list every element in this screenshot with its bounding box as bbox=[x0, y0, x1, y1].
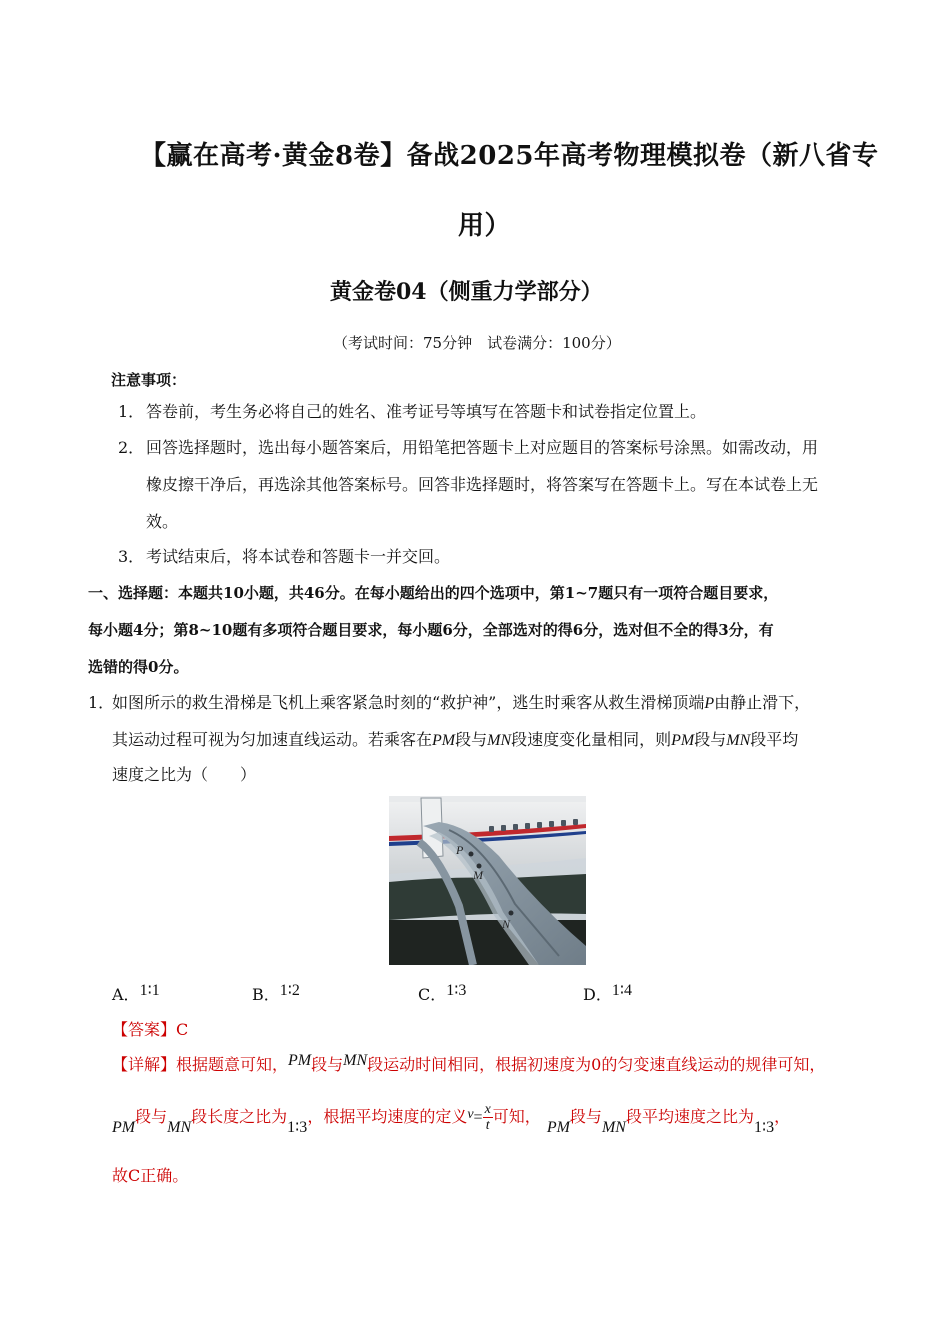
page-title-line2: 用） bbox=[458, 211, 512, 241]
notice-item-2-line1: 回答选择题时，选出每小题答案后，用铅笔把答题卡上对应题目的答案标号涂黑。如需改动，用 bbox=[146, 438, 819, 457]
notice-item-2-line3: 效。 bbox=[146, 512, 179, 531]
option-d[interactable]: D．1∶4 bbox=[583, 982, 633, 1004]
question-1-line3: 速度之比为（ ） bbox=[112, 765, 257, 784]
option-a[interactable]: A．1∶1 bbox=[112, 982, 160, 1004]
exam-info: （考试时间：75分钟 试卷满分：100分） bbox=[333, 334, 621, 352]
detail-line3: 故C正确。 bbox=[112, 1166, 189, 1185]
answer-line: 【答案】C bbox=[112, 1020, 189, 1039]
point-m-label: M bbox=[473, 868, 483, 882]
notice-item-3: 考试结束后，将本试卷和答题卡一并交回。 bbox=[146, 547, 451, 566]
section-heading-line3: 选错的得0分。 bbox=[88, 658, 189, 676]
notice-item-1: 答卷前，考生务必将自己的姓名、准考证号等填写在答题卡和试卷指定位置上。 bbox=[146, 402, 707, 421]
option-c[interactable]: C．1∶3 bbox=[418, 982, 467, 1004]
point-p-label: P bbox=[456, 843, 464, 857]
page-subtitle: 黄金卷04（侧重力学部分） bbox=[330, 279, 603, 305]
notice-item-2-num: 2． bbox=[118, 438, 145, 457]
section-heading-line2: 每小题4分；第8~10题有多项符合题目要求，每小题6分，全部选对的得6分，选对但不全的得3分，有 bbox=[88, 621, 774, 639]
evacuation-slide-photo bbox=[389, 796, 586, 965]
notice-item-3-num: 3． bbox=[118, 547, 145, 566]
section-heading-line1: 一、选择题：本题共10小题，共46分。在每小题给出的四个选项中，第1~7题只有一项符合题目要求， bbox=[88, 584, 779, 602]
detail-line2: PM段与MN段长度之比为1∶3，根据平均速度的定义v= $\frac{x}{t}$ 可知，PM段与MN段平均速度之比为1∶3， bbox=[112, 1102, 791, 1136]
point-n-label: N bbox=[502, 917, 511, 931]
question-1-line2: 其运动过程可视为匀加速直线运动。若乘客在PM段与MN段速度变化量相同，则PM段与MN段平均 bbox=[112, 730, 799, 749]
detail-line1: 【详解】根据题意可知，PM段与MN段运动时间相同，根据初速度为0的匀变速直线运动的规律可知， bbox=[112, 1052, 826, 1074]
page-title-line1: 【赢在高考·黄金8卷】备战2025年高考物理模拟卷（新八省专 bbox=[140, 141, 879, 171]
notice-heading: 注意事项： bbox=[111, 371, 187, 389]
notice-item-2-line2: 橡皮擦干净后，再选涂其他答案标号。回答非选择题时，将答案写在答题卡上。写在本试卷上无 bbox=[146, 475, 819, 494]
question-1-number: 1． bbox=[88, 693, 115, 712]
option-b[interactable]: B．1∶2 bbox=[252, 982, 300, 1004]
question-1-line1: 如图所示的救生滑梯是飞机上乘客紧急时刻的“救护神”，逃生时乘客从救生滑梯顶端P由静止滑下， bbox=[112, 693, 811, 712]
notice-item-1-num: 1． bbox=[118, 402, 145, 421]
velocity-fraction: $\frac{x}{t}$ bbox=[484, 1102, 491, 1133]
